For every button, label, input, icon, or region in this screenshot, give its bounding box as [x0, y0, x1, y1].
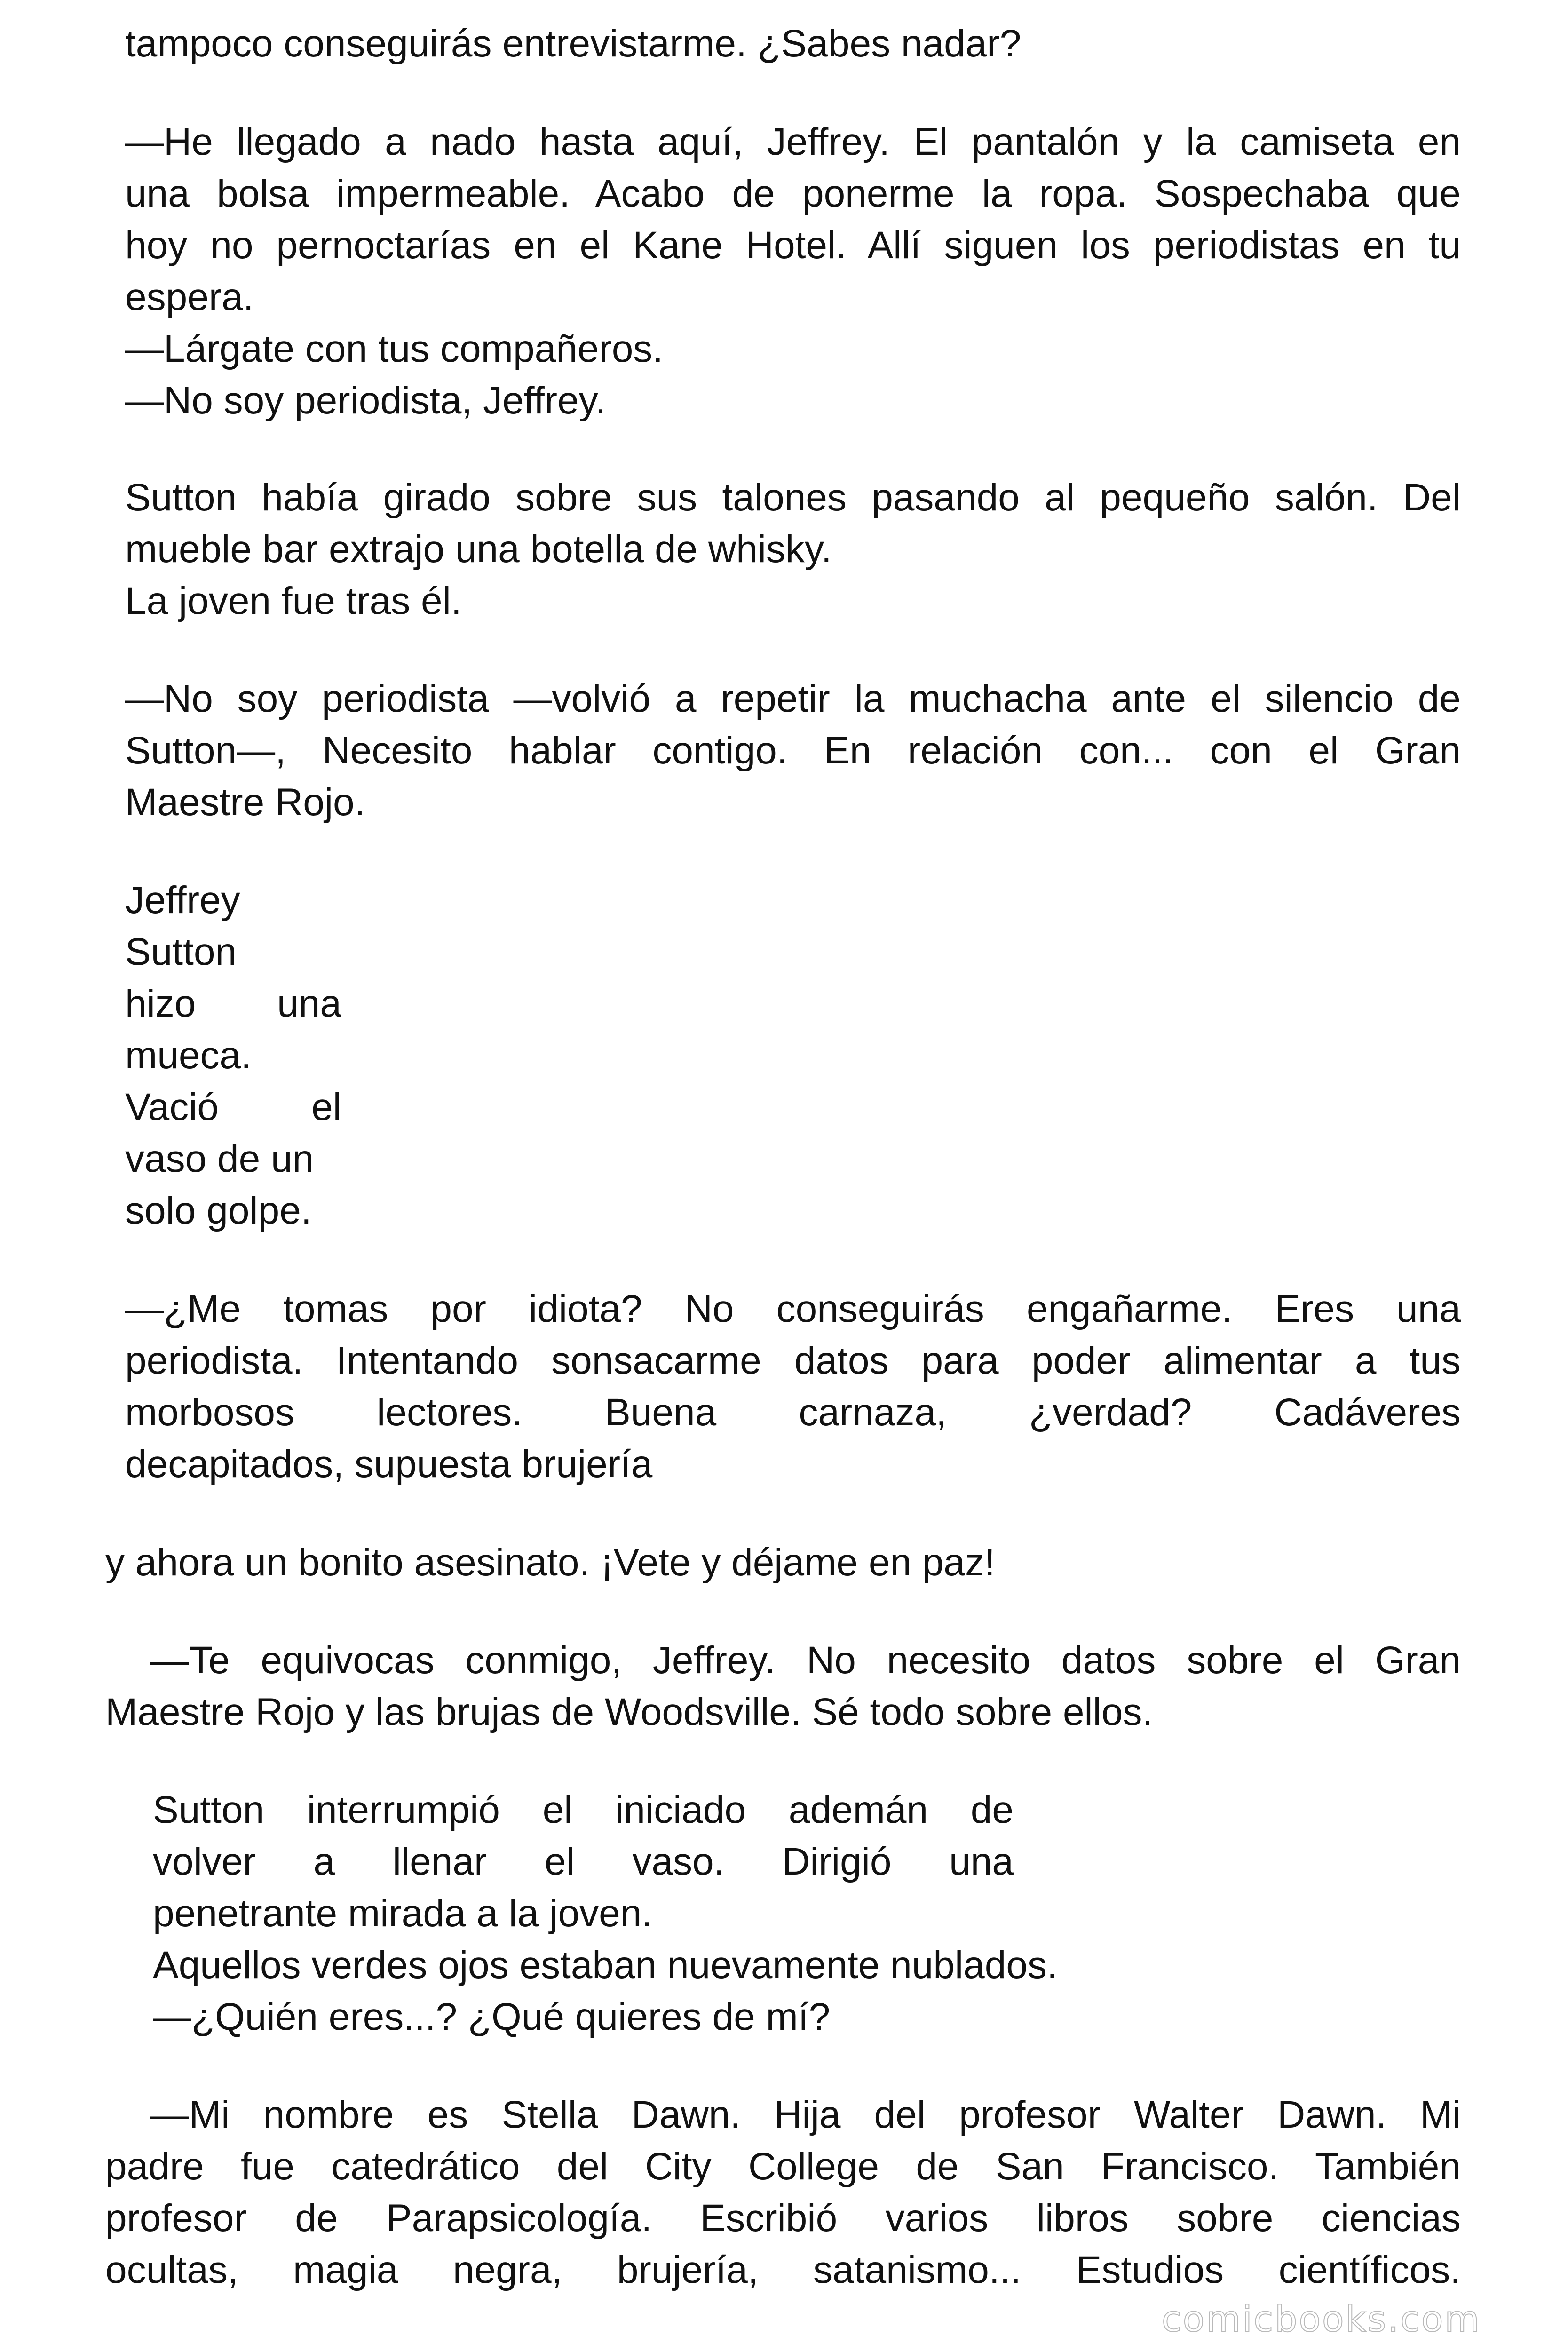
- text-line: una bolsa impermeable. Acabo de ponerme la ropa. Sospechaba que: [125, 172, 1461, 215]
- text-line: ocultas, magia negra, brujería, satanismo... Estudios científicos.: [105, 2249, 1461, 2291]
- text-line: solo golpe.: [125, 1189, 312, 1232]
- text-line: hizo una: [125, 982, 341, 1025]
- text-line: Sutton interrumpió el iniciado ademán de: [153, 1788, 1014, 1831]
- text-line: padre fue catedrático del City College de San Francisco. También: [105, 2145, 1461, 2188]
- text-line: vaso de un: [125, 1137, 314, 1180]
- text-line: —Te equivocas conmigo, Jeffrey. No necesito datos sobre el Gran: [150, 1639, 1461, 1682]
- text-line: penetrante mirada a la joven.: [153, 1892, 653, 1935]
- text-line: —¿Me tomas por idiota? No conseguirás engañarme. Eres una: [125, 1287, 1461, 1330]
- text-line: morbosos lectores. Buena carnaza, ¿verdad? Cadáveres: [125, 1391, 1461, 1434]
- text-line: tampoco conseguirás entrevistarme. ¿Sabes nadar?: [125, 22, 1022, 65]
- text-line: —Mi nombre es Stella Dawn. Hija del profesor Walter Dawn. Mi: [150, 2093, 1461, 2136]
- text-line: decapitados, supuesta brujería: [125, 1443, 653, 1486]
- text-line: mueca.: [125, 1034, 252, 1077]
- text-line: periodista. Intentando sonsacarme datos para poder alimentar a tus: [125, 1339, 1461, 1382]
- text-line: Sutton: [125, 930, 237, 973]
- text-line: hoy no pernoctarías en el Kane Hotel. Allí siguen los periodistas en tu: [125, 224, 1461, 267]
- text-line: —Lárgate con tus compañeros.: [125, 327, 664, 370]
- text-line: —No soy periodista —volvió a repetir la muchacha ante el silencio de: [125, 677, 1461, 720]
- text-line: Aquellos verdes ojos estaban nuevamente nublados.: [153, 1944, 1058, 1986]
- text-line: Sutton—, Necesito hablar contigo. En relación con... con el Gran: [125, 729, 1461, 772]
- text-line: mueble bar extrajo una botella de whisky.: [125, 528, 832, 571]
- text-line: —No soy periodista, Jeffrey.: [125, 379, 606, 422]
- text-line: Maestre Rojo y las brujas de Woodsville. Sé todo sobre ellos.: [105, 1691, 1153, 1733]
- watermark: comicbooks.com: [1162, 2298, 1481, 2340]
- text-line: —¿Quién eres...? ¿Qué quieres de mí?: [153, 1995, 831, 2038]
- text-line: y ahora un bonito asesinato. ¡Vete y déjame en paz!: [105, 1541, 995, 1584]
- text-line: volver a llenar el vaso. Dirigió una: [153, 1840, 1014, 1883]
- text-line: Maestre Rojo.: [125, 781, 365, 824]
- text-line: Jeffrey: [125, 879, 240, 922]
- text-line: Sutton había girado sobre sus talones pasando al pequeño salón. Del: [125, 476, 1461, 519]
- text-line: —He llegado a nado hasta aquí, Jeffrey. El pantalón y la camiseta en: [125, 120, 1461, 163]
- text-line: La joven fue tras él.: [125, 580, 462, 622]
- text-line: espera.: [125, 276, 254, 318]
- text-line: profesor de Parapsicología. Escribió varios libros sobre ciencias: [105, 2197, 1461, 2240]
- text-line: Vació el: [125, 1086, 341, 1128]
